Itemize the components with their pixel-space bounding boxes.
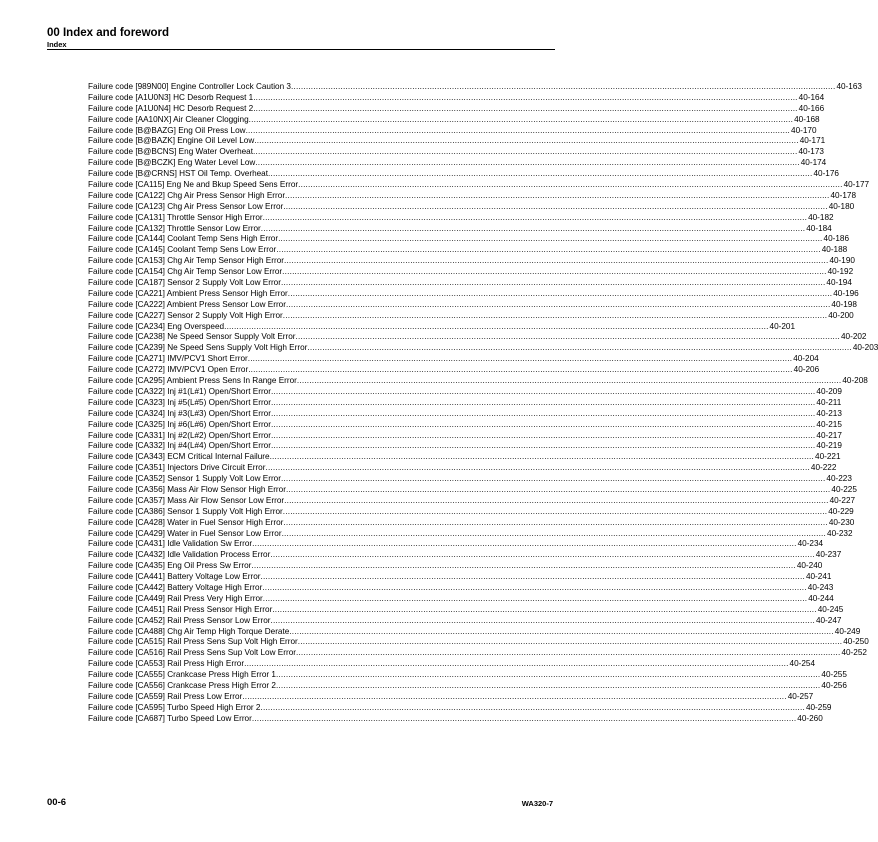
- dot-leader: ............................................................................................................................................................................................................................: [282, 310, 828, 320]
- entry-title: Failure code [CA238] Ne Speed Sensor Supply Volt Error: [88, 332, 296, 342]
- index-entry: [88, 659, 816, 670]
- entry-page: 40-203: [852, 343, 878, 353]
- dot-leader: ............................................................................................................................................................................................................................: [278, 234, 823, 244]
- entry-title: Failure code [CA324] Inj #3(L#3) Open/Short Error: [88, 408, 271, 418]
- dot-leader: ............................................................................................................................................................................................................................: [253, 147, 798, 157]
- index-entry: [88, 267, 854, 278]
- entry-title: Failure code [CA687] Turbo Speed Low Error: [88, 713, 252, 723]
- dot-leader: ............................................................................................................................................................................................................................: [245, 125, 791, 135]
- entry-page: 40-209: [816, 386, 842, 396]
- index-entry: [88, 332, 867, 343]
- page-header: [47, 27, 555, 49]
- dot-leader: ............................................................................................................................................................................................................................: [281, 528, 827, 538]
- entry-title: Failure code [CA322] Inj #1(L#1) Open/Short Error: [88, 386, 271, 396]
- index-entry: [88, 212, 834, 224]
- dot-leader: ............................................................................................................................................................................................................................: [285, 190, 830, 200]
- dot-leader: ............................................................................................................................................................................................................................: [291, 82, 836, 91]
- entry-page: 40-186: [823, 234, 850, 244]
- dot-leader: ............................................................................................................................................................................................................................: [280, 278, 826, 288]
- index-entry: [88, 376, 868, 387]
- entry-page: 40-163: [836, 82, 862, 91]
- index-entry: [88, 310, 854, 322]
- entry-title: Failure code [CA428] Water in Fuel Sensor High Error: [88, 517, 284, 527]
- dot-leader: ............................................................................................................................................................................................................................: [247, 354, 793, 364]
- index-entry: [88, 528, 853, 540]
- entry-title: Failure code [AA10NX] Air Cleaner Clogging: [88, 114, 249, 124]
- dot-leader: ............................................................................................................................................................................................................................: [253, 92, 798, 102]
- entry-page: 40-245: [817, 604, 844, 614]
- page-subtitle: Index: [47, 40, 67, 49]
- entry-title: Failure code [CA451] Rail Press Sensor High Error: [88, 604, 273, 614]
- entry-title: Failure code [CA154] Chg Air Temp Sensor Low Error: [88, 267, 283, 277]
- entry-title: Failure code [CA386] Sensor 1 Supply Volt High Error: [88, 506, 283, 516]
- dot-leader: ............................................................................................................................................................................................................................: [242, 691, 787, 701]
- dot-leader: ............................................................................................................................................................................................................................: [262, 582, 807, 592]
- entry-page: 40-204: [793, 354, 819, 364]
- entry-page: 40-188: [821, 245, 848, 255]
- dot-leader: ............................................................................................................................................................................................................................: [284, 495, 829, 505]
- entry-title: Failure code [B@BAZG] Eng Oil Press Low: [88, 125, 246, 135]
- entry-title: Failure code [A1U0N4] HC Desorb Request 2: [88, 103, 254, 113]
- entry-page: 40-164: [798, 92, 825, 102]
- dot-leader: ............................................................................................................................................................................................................................: [244, 659, 789, 669]
- index-entry: [88, 637, 869, 648]
- dot-leader: ............................................................................................................................................................................................................................: [285, 484, 831, 494]
- entry-page: 40-208: [842, 376, 868, 386]
- entry-page: 40-234: [797, 539, 824, 549]
- index-entry: [88, 430, 842, 442]
- index-entry: [88, 288, 859, 300]
- entry-page: 40-259: [805, 702, 832, 712]
- entry-title: Failure code [CA227] Sensor 2 Supply Volt High Error: [88, 310, 283, 320]
- dot-leader: ............................................................................................................................................................................................................................: [268, 169, 813, 179]
- dot-leader: ............................................................................................................................................................................................................................: [253, 103, 798, 113]
- entry-title: Failure code [CA595] Turbo Speed High Error 2: [88, 702, 261, 712]
- index-entry: [88, 713, 823, 725]
- index-entry: [88, 680, 847, 692]
- entry-page: 40-256: [821, 680, 847, 690]
- entry-page: 40-171: [799, 136, 826, 146]
- index-entry: [88, 506, 854, 518]
- dot-leader: ............................................................................................................................................................................................................................: [260, 572, 805, 582]
- index-entry: [88, 550, 842, 561]
- entry-page: 40-219: [816, 441, 842, 451]
- index-entry: [88, 365, 820, 376]
- index-entry: [88, 278, 852, 289]
- dot-leader: ............................................................................................................................................................................................................................: [270, 408, 816, 418]
- dot-leader: ............................................................................................................................................................................................................................: [262, 593, 808, 603]
- index-entry: [88, 691, 814, 703]
- entry-page: 40-170: [791, 125, 817, 135]
- index-entry: [88, 190, 856, 202]
- entry-title: Failure code [CA221] Ambient Press Sensor High Error: [88, 288, 288, 298]
- entry-title: Failure code [B@BCNS] Eng Water Overheat: [88, 147, 254, 157]
- dot-leader: ............................................................................................................................................................................................................................: [251, 713, 797, 723]
- entry-page: 40-255: [821, 670, 847, 680]
- index-entry: [88, 136, 826, 147]
- entry-page: 40-211: [816, 397, 842, 407]
- index-entry: [88, 180, 870, 191]
- index-entry: [88, 125, 817, 137]
- dot-leader: ............................................................................................................................................................................................................................: [270, 397, 816, 407]
- index-entry: [88, 386, 842, 398]
- dot-leader: ............................................................................................................................................................................................................................: [283, 517, 828, 527]
- dot-leader: ............................................................................................................................................................................................................................: [248, 114, 794, 124]
- dot-leader: ............................................................................................................................................................................................................................: [252, 539, 797, 549]
- index-entry: [88, 147, 824, 158]
- dot-leader: ............................................................................................................................................................................................................................: [289, 626, 834, 636]
- entry-title: Failure code [CA351] Injectors Drive Circuit Error: [88, 463, 266, 473]
- entry-page: 40-174: [800, 158, 827, 168]
- dot-leader: ............................................................................................................................................................................................................................: [295, 332, 840, 342]
- dot-leader: ............................................................................................................................................................................................................................: [255, 158, 800, 168]
- entry-title: Failure code [CA352] Sensor 1 Supply Volt Low Error: [88, 474, 281, 484]
- entry-page: 40-180: [828, 201, 855, 211]
- entry-title: Failure code [CA343] ECM Critical Internal Failure: [88, 452, 270, 462]
- entry-page: 40-257: [787, 691, 814, 701]
- entry-title: Failure code [CA145] Coolant Temp Sens Low Error: [88, 245, 277, 255]
- entry-title: Failure code [A1U0N3] HC Desorb Request 1: [88, 92, 254, 102]
- entry-title: Failure code [CA271] IMV/PCV1 Short Error: [88, 354, 248, 364]
- index-entry: [88, 539, 824, 550]
- dot-leader: ............................................................................................................................................................................................................................: [251, 561, 796, 571]
- page-title: 00 Index and foreword: [47, 27, 170, 39]
- index-entry: [88, 354, 819, 365]
- entry-page: 40-173: [798, 147, 824, 157]
- entry-page: 40-215: [816, 419, 842, 429]
- index-entry: [88, 702, 832, 714]
- dot-leader: ............................................................................................................................................................................................................................: [270, 615, 815, 625]
- entry-page: 40-177: [843, 180, 870, 190]
- index-entry: [88, 474, 852, 485]
- dot-leader: ............................................................................................................................................................................................................................: [260, 223, 806, 233]
- entry-title: Failure code [CA115] Eng Ne and Bkup Speed Sens Error: [88, 180, 299, 190]
- entry-title: Failure code [CA449] Rail Press Very High Error: [88, 593, 263, 603]
- dot-leader: ............................................................................................................................................................................................................................: [283, 201, 828, 211]
- entry-page: 40-260: [797, 713, 823, 723]
- dot-leader: ............................................................................................................................................................................................................................: [270, 386, 816, 396]
- entry-title: Failure code [CA553] Rail Press High Error: [88, 659, 245, 669]
- dot-leader: ............................................................................................................................................................................................................................: [296, 376, 842, 386]
- dot-leader: ............................................................................................................................................................................................................................: [248, 365, 793, 375]
- entry-title: Failure code [CA131] Throttle Sensor High Error: [88, 212, 263, 222]
- entry-title: Failure code [CA431] Idle Validation Sw Error: [88, 539, 253, 549]
- entry-title: Failure code [CA442] Battery Voltage High Error: [88, 582, 263, 592]
- index-entry: [88, 321, 796, 333]
- entry-title: Failure code [CA325] Inj #6(L#6) Open/Short Error: [88, 419, 271, 429]
- dot-leader: ............................................................................................................................................................................................................................: [254, 136, 799, 146]
- entry-title: Failure code [CA272] IMV/PCV1 Open Error: [88, 365, 249, 375]
- index-entry: [88, 397, 842, 409]
- entry-title: Failure code [CA452] Rail Press Sensor Low Error: [88, 615, 271, 625]
- index-entry: [88, 561, 823, 572]
- dot-leader: ............................................................................................................................................................................................................................: [272, 604, 817, 614]
- index-entry: [88, 114, 820, 126]
- entry-page: 40-192: [827, 267, 854, 277]
- index-entry: [88, 419, 842, 431]
- index-entry: [88, 256, 855, 267]
- dot-leader: ............................................................................................................................................................................................................................: [270, 550, 815, 560]
- entry-page: 40-182: [808, 212, 834, 222]
- index-entry: [88, 82, 862, 93]
- entry-page: 40-225: [831, 484, 857, 494]
- entry-page: 40-184: [806, 223, 832, 233]
- entry-title: Failure code [CA516] Rail Press Sens Sup Volt Low Error: [88, 648, 296, 658]
- entry-page: 40-221: [815, 452, 841, 462]
- entry-page: 40-254: [789, 659, 816, 669]
- entry-page: 40-241: [805, 572, 832, 582]
- entry-title: Failure code [CA144] Coolant Temp Sens High Error: [88, 234, 279, 244]
- dot-leader: ............................................................................................................................................................................................................................: [276, 245, 821, 255]
- entry-title: Failure code [CA441] Battery Voltage Low Error: [88, 572, 261, 582]
- dot-leader: ............................................................................................................................................................................................................................: [285, 299, 831, 309]
- entry-page: 40-217: [816, 430, 842, 440]
- entry-title: Failure code [CA555] Crankcase Press High Error 1: [88, 670, 276, 680]
- entry-title: Failure code [CA432] Idle Validation Process Error: [88, 550, 271, 560]
- entry-page: 40-202: [840, 332, 867, 342]
- dot-leader: ............................................................................................................................................................................................................................: [280, 474, 826, 484]
- dot-leader: ............................................................................................................................................................................................................................: [275, 670, 821, 680]
- dot-leader: ............................................................................................................................................................................................................................: [270, 419, 816, 429]
- entry-page: 40-190: [829, 256, 855, 266]
- index-entry: [88, 299, 857, 311]
- entry-title: Failure code [CA435] Eng Oil Press Sw Error: [88, 561, 252, 571]
- entry-page: 40-232: [827, 528, 853, 538]
- dot-leader: ............................................................................................................................................................................................................................: [270, 430, 816, 440]
- entry-page: 40-196: [833, 288, 859, 298]
- entry-page: 40-213: [816, 408, 842, 418]
- index-list: [88, 82, 878, 725]
- entry-title: Failure code [CA295] Ambient Press Sens In Range Error: [88, 376, 297, 386]
- index-entry: [88, 463, 837, 474]
- index-entry: [88, 593, 834, 605]
- dot-leader: ............................................................................................................................................................................................................................: [282, 506, 828, 516]
- entry-title: Failure code [CA559] Rail Press Low Error: [88, 691, 243, 701]
- entry-title: Failure code [CA153] Chg Air Temp Sensor High Error: [88, 256, 284, 266]
- header-divider: [47, 49, 555, 50]
- dot-leader: ............................................................................................................................................................................................................................: [295, 648, 841, 658]
- index-entry: [88, 245, 848, 256]
- entry-page: 40-237: [815, 550, 842, 560]
- entry-title: Failure code [CA515] Rail Press Sens Sup Volt High Error: [88, 637, 298, 647]
- entry-title: Failure code [CA323] Inj #5(L#5) Open/Short Error: [88, 397, 271, 407]
- index-entry: [88, 158, 827, 169]
- entry-title: Failure code [CA488] Chg Air Temp High Torque Derate: [88, 626, 290, 636]
- dot-leader: ............................................................................................................................................................................................................................: [270, 441, 816, 451]
- entry-page: 40-223: [826, 474, 852, 484]
- dot-leader: ............................................................................................................................................................................................................................: [275, 680, 821, 690]
- entry-page: 40-247: [815, 615, 842, 625]
- entry-title: Failure code [CA357] Mass Air Flow Sensor Low Error: [88, 495, 285, 505]
- entry-page: 40-166: [798, 103, 825, 113]
- index-entry: [88, 670, 847, 681]
- index-entry: [88, 103, 825, 115]
- dot-leader: ............................................................................................................................................................................................................................: [297, 637, 843, 647]
- index-entry: [88, 648, 867, 659]
- index-entry: [88, 343, 878, 354]
- entry-title: Failure code [CA429] Water in Fuel Sensor Low Error: [88, 528, 282, 538]
- dot-leader: ............................................................................................................................................................................................................................: [260, 702, 805, 712]
- entry-title: Failure code [CA123] Chg Air Press Sensor Low Error: [88, 201, 284, 211]
- entry-title: Failure code [CA556] Crankcase Press High Error 2: [88, 680, 276, 690]
- index-entry: [88, 495, 856, 507]
- entry-title: Failure code [CA222] Ambient Press Sensor Low Error: [88, 299, 286, 309]
- entry-title: Failure code [CA234] Eng Overspeed: [88, 321, 225, 331]
- index-entry: [88, 604, 844, 616]
- entry-title: Failure code [B@BCZK] Eng Water Level Low: [88, 158, 256, 168]
- dot-leader: ............................................................................................................................................................................................................................: [298, 180, 843, 190]
- index-entry: [88, 484, 857, 496]
- entry-page: 40-240: [796, 561, 823, 571]
- entry-page: 40-244: [808, 593, 834, 603]
- dot-leader: ............................................................................................................................................................................................................................: [307, 343, 852, 353]
- entry-page: 40-178: [830, 190, 856, 200]
- dot-leader: ............................................................................................................................................................................................................................: [283, 256, 829, 266]
- dot-leader: ............................................................................................................................................................................................................................: [269, 452, 815, 462]
- entry-title: Failure code [CA187] Sensor 2 Supply Volt Low Error: [88, 278, 281, 288]
- entry-page: 40-176: [813, 169, 839, 179]
- entry-page: 40-243: [807, 582, 834, 592]
- entry-page: 40-230: [828, 517, 855, 527]
- entry-title: Failure code [CA132] Throttle Sensor Low Error: [88, 223, 261, 233]
- entry-title: Failure code [CA332] Inj #4(L#4) Open/Short Error: [88, 441, 271, 451]
- entry-title: Failure code [CA356] Mass Air Flow Sensor High Error: [88, 484, 286, 494]
- index-entry: [88, 517, 855, 529]
- entry-page: 40-229: [828, 506, 854, 516]
- entry-page: 40-252: [841, 648, 867, 658]
- entry-title: Failure code [B@BAZK] Engine Oil Level Low: [88, 136, 255, 146]
- entry-page: 40-168: [794, 114, 820, 124]
- dot-leader: ............................................................................................................................................................................................................................: [262, 212, 808, 222]
- entry-page: 40-206: [793, 365, 820, 375]
- entry-title: Failure code [CA122] Chg Air Press Sensor High Error: [88, 190, 286, 200]
- dot-leader: ............................................................................................................................................................................................................................: [282, 267, 827, 277]
- index-entry: [88, 169, 839, 180]
- dot-leader: ............................................................................................................................................................................................................................: [265, 463, 810, 473]
- entry-title: Failure code [B@CRNS] HST Oil Temp. Overheat: [88, 169, 269, 179]
- entry-page: 40-198: [831, 299, 857, 309]
- dot-leader: ............................................................................................................................................................................................................................: [224, 321, 769, 331]
- entry-page: 40-227: [829, 495, 856, 505]
- index-entry: [88, 201, 855, 213]
- index-entry: [88, 572, 832, 583]
- entry-page: 40-200: [828, 310, 854, 320]
- entry-title: Failure code [989N00] Engine Controller Lock Caution 3: [88, 82, 291, 91]
- entry-page: 40-250: [843, 637, 869, 647]
- index-entry: [88, 626, 861, 638]
- model-number: WA320-7: [521, 799, 553, 808]
- index-entry: [88, 452, 841, 463]
- index-entry: [88, 92, 825, 104]
- entry-page: 40-222: [810, 463, 837, 473]
- index-entry: [88, 234, 850, 245]
- entry-title: Failure code [CA331] Inj #2(L#2) Open/Short Error: [88, 430, 271, 440]
- index-entry: [88, 582, 834, 594]
- page-number: 00-6: [47, 797, 67, 808]
- index-entry: [88, 408, 842, 420]
- entry-page: 40-201: [769, 321, 796, 331]
- entry-page: 40-249: [834, 626, 861, 636]
- index-entry: [88, 615, 842, 627]
- index-entry: [88, 441, 842, 452]
- entry-title: Failure code [CA239] Ne Speed Sens Supply Volt High Error: [88, 343, 308, 353]
- dot-leader: ............................................................................................................................................................................................................................: [287, 288, 833, 298]
- entry-page: 40-194: [826, 278, 852, 288]
- index-entry: [88, 223, 832, 235]
